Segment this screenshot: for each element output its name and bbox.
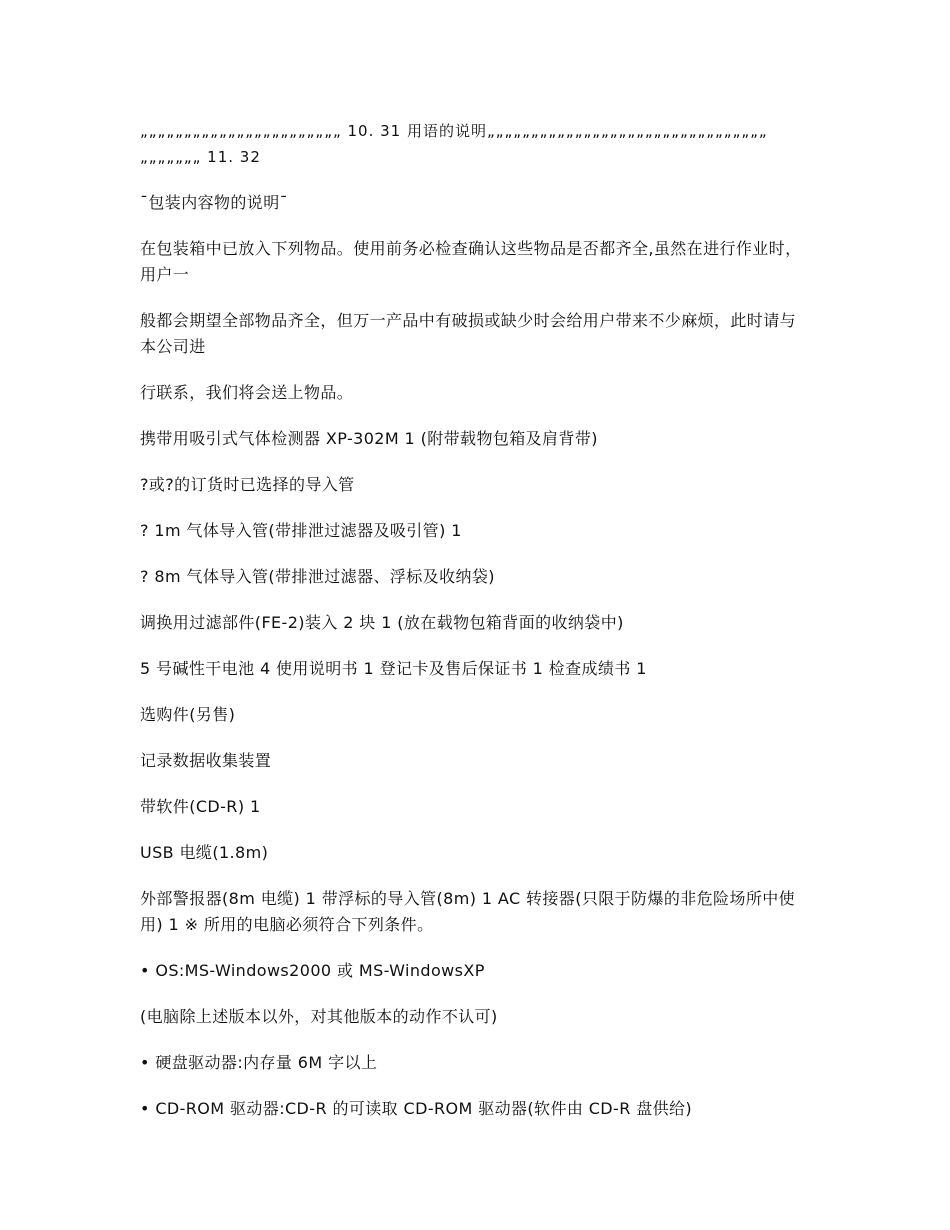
intro-paragraph-1: 在包装箱中已放入下列物品。使用前务必检查确认这些物品是否都齐全,虽然在进行作业时，用户一 xyxy=(140,239,802,284)
requirement-os-note: (电脑除上述版本以外，对其他版本的动作不认可) xyxy=(140,1007,498,1026)
option-logger: 记录数据收集装置 xyxy=(140,751,272,770)
section-title: ¯包装内容物的说明¯ xyxy=(140,193,289,212)
option-usb: USB 电缆(1.8m) xyxy=(140,843,269,862)
option-software: 带软件(CD-R) 1 xyxy=(140,797,261,816)
requirement-os: • OS:MS-Windows2000 或 MS-WindowsXP xyxy=(140,961,485,980)
item-tube-8m: ? 8m 气体导入管(带排泄过滤器、浮标及收纳袋) xyxy=(140,567,495,586)
item-battery: 5 号碱性干电池 4 使用说明书 1 登记卡及售后保证书 1 检查成绩书 1 xyxy=(140,659,647,678)
item-tube-choice: ?或?的订货时已选择的导入管 xyxy=(140,475,355,494)
intro-paragraph-3: 行联系，我们将会送上物品。 xyxy=(140,383,354,402)
item-detector: 携带用吸引式气体检测器 XP-302M 1 (附带载物包箱及肩背带) xyxy=(140,429,598,448)
item-tube-1m: ? 1m 气体导入管(带排泄过滤器及吸引管) 1 xyxy=(140,521,462,540)
item-filter: 调换用过滤部件(FE-2)装入 2 块 1 (放在载物包箱背面的收纳袋中) xyxy=(140,613,624,632)
option-alarm: 外部警报器(8m 电缆) 1 带浮标的导入管(8m) 1 AC 转接器(只限于防爆的非危险场所中使用) 1 ※ 所用的电脑必须符合下列条件。 xyxy=(140,889,796,934)
intro-paragraph-2: 般都会期望全部物品齐全，但万一产品中有破损或缺少时会给用户带来不少麻烦，此时请与本公司进 xyxy=(140,311,797,356)
requirement-hdd: • 硬盘驱动器:内存量 6M 字以上 xyxy=(140,1053,378,1072)
options-title: 选购件(另售) xyxy=(140,705,236,724)
toc-entry: „„„„„„„„„„„„„„„„„„„„„„„ 10. 31 用语的说明„„„„„„„„„„„„„„„„„„„„„„„„„„„„„„„„ „„„„„„„ 11. 32 xyxy=(140,122,768,166)
requirement-cdrom: • CD-ROM 驱动器:CD-R 的可读取 CD-ROM 驱动器(软件由 CD-R 盘供给) xyxy=(140,1099,693,1118)
document-page xyxy=(140,118,810,1122)
